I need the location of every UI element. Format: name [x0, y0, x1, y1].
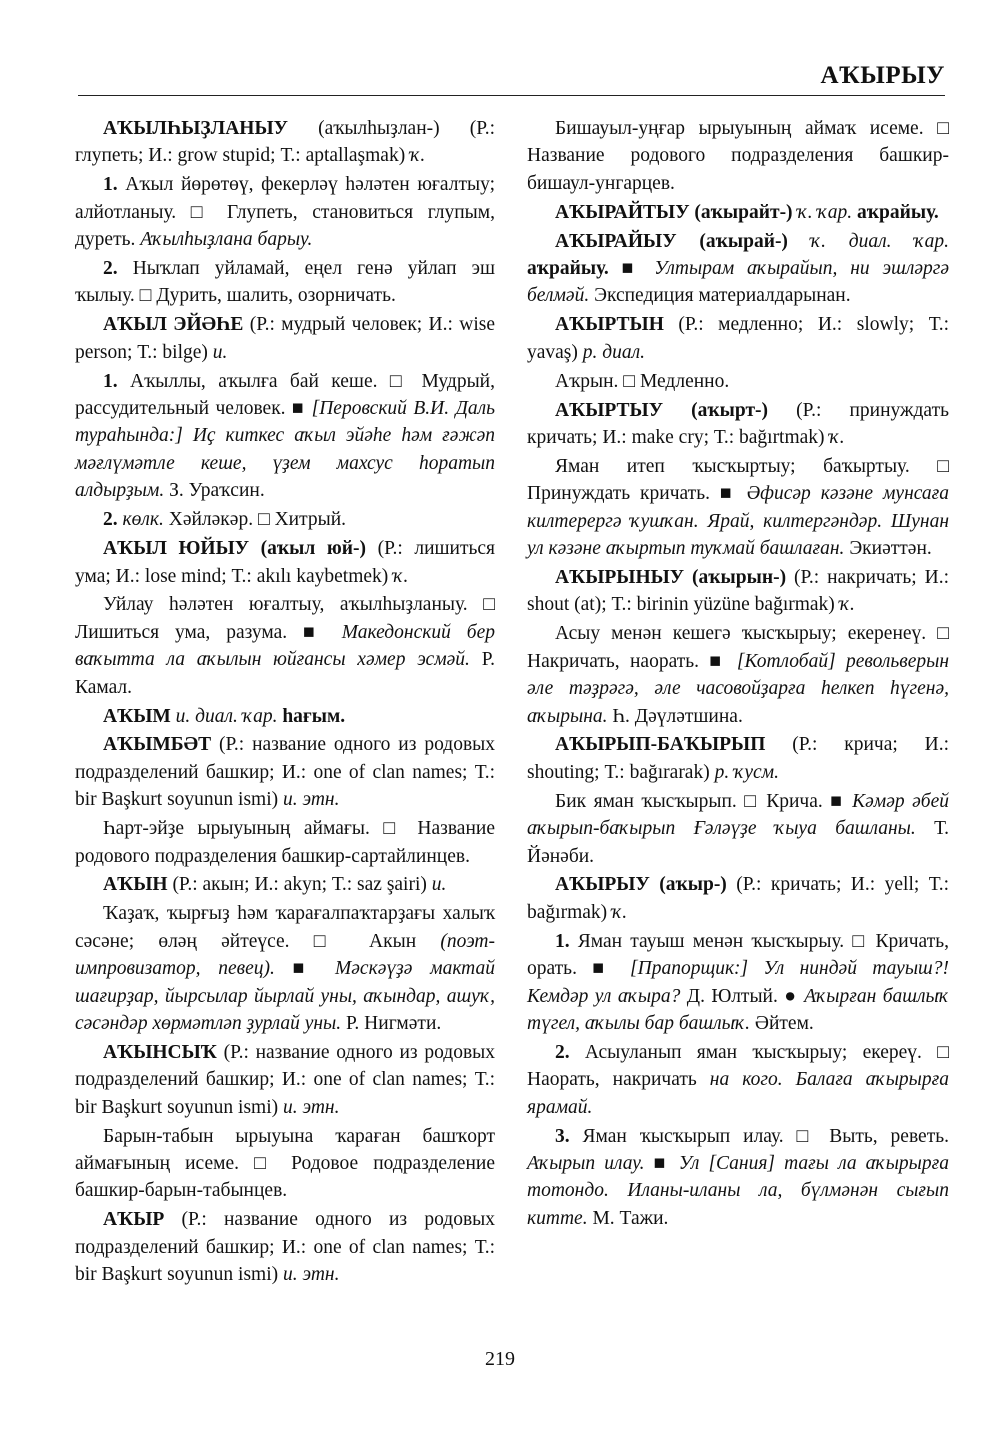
entry-italic-text: и. диал. ҡар. — [175, 705, 278, 727]
entry-headword: 3. — [555, 1125, 570, 1147]
dictionary-entry — [527, 1039, 949, 1121]
dictionary-entry — [527, 397, 949, 452]
dictionary-entry — [75, 1206, 495, 1288]
entry-text: (Р.: крича; И.: shouting; Т.: bağırarak) — [527, 734, 949, 783]
entry-italic-text: р. ҡусм. — [714, 761, 780, 783]
dictionary-entry — [527, 311, 949, 366]
entry-text: Яман ҡысҡырып илау. □ Выть, реветь. — [569, 1125, 949, 1147]
dictionary-entry — [527, 731, 949, 786]
entry-text: (Р.: медленно; И.: slowly; Т.: yavaş) — [527, 314, 949, 363]
entry-text: З. Ураҡсин. — [164, 480, 265, 502]
entry-headword: АҠЫРТЫН — [555, 314, 664, 336]
dictionary-entry — [527, 564, 949, 619]
entry-text: Асыу менән кешегә ҡысҡырыу; екеренеү. □ Накричать, наорать. ■ — [527, 623, 949, 672]
entry-text: Хәйләкәр. □ Хитрый. — [163, 509, 347, 531]
entry-italic-text: Мәскәүҙә мактай шағирҙар, йырсылар йырлай уны, аҡындар, ашуҡ, сәсәндәр хөрмәтләп ҙурлай уны. — [75, 958, 496, 1034]
entry-italic-text: и. — [212, 341, 228, 363]
dictionary-entry — [527, 228, 949, 310]
entry-italic-text: и. этн. — [283, 1096, 340, 1118]
entry-text: Асыуланып яман ҡысҡырыу; екереү. □ Наорать, накричать — [527, 1041, 949, 1091]
entry-headword: АҠЫН — [103, 874, 168, 896]
entry-text: Уйлау һәләтен юғалтыу, аҡылһыҙланыу. □ Лишиться ума, разума. ■ — [75, 594, 495, 643]
entry-text: (Р.: кричать; И.: yell; Т.: bağırmak) — [527, 874, 949, 923]
entry-text — [788, 231, 811, 252]
dictionary-entry — [527, 115, 949, 197]
entry-italic-text: Ул [Сания] тағы ла аҡырырға тотондо. Иланы-иланы ла, бүлмәнән сығып китте. — [527, 1153, 949, 1229]
dictionary-entry — [75, 731, 495, 813]
entry-italic-text: Кәмәр әбей аҡырып-баҡырып Ғәләүҙе ҡыуа башланы. — [527, 790, 949, 840]
dictionary-entry — [527, 620, 949, 730]
dictionary-entry — [75, 1039, 495, 1121]
entry-headword: 1. — [103, 174, 118, 196]
dictionary-entry — [75, 815, 495, 870]
entry-italic-text: р. диал. — [582, 341, 646, 363]
dictionary-entry — [527, 368, 949, 395]
page-number: 219 — [485, 1348, 515, 1370]
entry-text: (Р.: название одного из родовых подразделений башкир; И.: one of clan names; Т.: bir Başkurt soyunun ismi) — [75, 1209, 495, 1286]
dictionary-entry — [75, 703, 495, 730]
entry-headword: 2. — [103, 509, 118, 531]
entry-italic-text: на кого. Балаға аҡырырға ярамай. — [527, 1069, 949, 1118]
entry-italic-text: Ултырам аҡырайып, ни эшләргә белмәй. — [527, 258, 949, 307]
entry-text: Әйтем. — [750, 1013, 814, 1034]
entry-text: Бик яман ҡысҡырып. □ Крича. ■ — [555, 790, 853, 812]
entry-text: Барын-табын ырыуына ҡараған башҡорт аймағының исеме. □ Родовое подразделение башкир-барын-табынцев. — [75, 1125, 495, 1202]
entry-text: Аҡрын. □ Медленно. — [555, 370, 730, 392]
dictionary-entry — [75, 115, 495, 170]
entry-text: Р. Нигмәти. — [341, 1013, 442, 1034]
entry-headword: АҠЫРЫП-БАҠЫРЫП — [555, 734, 766, 756]
entry-text: Ныҡлап уйламай, еңел генә уйлап эш ҡылыу. □ Дурить, шалить, озорничать. — [75, 258, 495, 307]
entry-headword: АҠЫЛҺЫҘЛАНЫУ — [103, 118, 288, 139]
entry-text: Р. Камал. — [75, 649, 495, 698]
entry-headword: АҠЫЛ ЭЙӘҺЕ — [103, 314, 244, 336]
entry-italic-text: Аҡылһыҙлана барыу. — [140, 229, 313, 251]
entry-headword: АҠЫРТЫУ (аҡырт-) — [555, 399, 769, 421]
right-column — [527, 115, 949, 1234]
entry-italic-text: Аҡырған башлыҡ түгел, аҡылы бар башлыҡ. — [527, 985, 950, 1034]
entry-italic-text: ҡ. — [612, 901, 628, 923]
dictionary-entry — [75, 900, 495, 1037]
entry-text: Ҡаҙаҡ, ҡырғыҙ һәм ҡарағалпаҡтарҙағы халыҡ сәсәне; өләң әйтеүсе. □ Акын — [75, 903, 495, 952]
entry-text: Экиәттән. — [844, 538, 932, 560]
entry-italic-text: ҡ. — [410, 145, 426, 167]
dictionary-entry — [75, 171, 495, 253]
dictionary-entry — [527, 1123, 949, 1233]
entry-headword: АҠЫР — [103, 1209, 165, 1231]
entry-text: Яман итеп ҡысҡыртыу; баҡыртыу. □ Принуждать кричать. ■ — [527, 455, 949, 505]
entry-italic-text: көлк. — [122, 509, 164, 531]
entry-headword: аҡрайыу. — [527, 258, 609, 280]
entry-headword: 2. — [103, 258, 118, 280]
entry-headword: АҠЫМБӘТ — [103, 734, 212, 756]
entry-text: (Р.: название одного из родовых подразделений башкир; И.: one of clan names; Т.: bir Başkurt soyunun ismi) — [75, 734, 495, 811]
entry-italic-text: и. — [431, 874, 447, 896]
entry-headword: 1. — [555, 930, 570, 952]
entry-text: Һарт-эйҙе ырыуының аймағы. □ Название родового подразделения башкир-сартайлинцев. — [75, 818, 495, 867]
entry-headword: 1. — [103, 370, 118, 392]
entry-italic-text: [Перовский В.И. Даль тураһында:] Иҫ киткес аҡыл эйәһе һәм ғәжәп мәғлүмәтле кеше, үҙем махсус һоратып алдырҙым. — [75, 398, 495, 502]
entry-italic-text: Македонский бер ваҡытта ла аҡылын юйғансы хәмер эсмәй. — [75, 621, 495, 671]
entry-text: (Р.: принуждать кричать; И.: make cry; Т.: bağırtmak) — [527, 399, 949, 448]
entry-italic-text: ҡ. — [393, 565, 409, 587]
entry-headword: АҠЫРАЙТЫУ (аҡырайт-) — [555, 201, 793, 223]
dictionary-entry — [527, 871, 949, 926]
entry-italic-text: и. этн. — [283, 789, 340, 811]
entry-headword: 2. — [555, 1041, 570, 1063]
entry-italic-text: Әфисәр кәзәне мунсаға килтерергә ҡушҡан. Ярай, килтергәндәр. Шунан ул кәзәне аҡыртып туҡмай башлаған. — [527, 483, 950, 560]
dictionary-entry — [75, 368, 495, 505]
entry-headword: аҡрайыу. — [857, 201, 939, 223]
running-head: АҠЫРЫУ — [820, 62, 945, 89]
dictionary-entry — [527, 453, 949, 563]
entry-headword: АҠЫЛ ЮЙЫУ (аҡыл юй-) — [103, 538, 367, 560]
entry-headword: АҠЫРАЙЫУ (аҡырай-) — [555, 230, 788, 252]
entry-text: ■ — [274, 958, 336, 980]
entry-italic-text: ҡ. диал. ҡар. — [810, 230, 950, 252]
left-column — [75, 115, 495, 1290]
header-rule — [78, 95, 945, 96]
entry-text: (аҡылһыҙлан-) (Р.: глупеть; И.: grow stupid; Т.: aptallaşmak) — [75, 118, 495, 167]
dictionary-entry — [527, 788, 949, 870]
dictionary-entry — [75, 1123, 495, 1205]
entry-text: Экспедиция материалдарынан. — [589, 285, 851, 307]
entry-headword: АҠЫНСЫҠ — [103, 1041, 217, 1063]
entry-text: М. Тажи. — [587, 1207, 669, 1229]
entry-text: Т. Йәнәби. — [527, 818, 949, 867]
entry-text: (Р.: название одного из родовых подразделений башкир; И.: one of clan names; Т.: bir Başkurt soyunun ismi) — [75, 1041, 495, 1118]
entry-text: Һ. Дәүләтшина. — [607, 705, 743, 727]
entry-italic-text: (поэт-импровизатор, певец). — [75, 930, 495, 980]
dictionary-entry — [75, 871, 495, 898]
entry-italic-text: [Прапорщик:] Ул ниндәй тауыш?! Кемдәр ул аҡыра? — [527, 958, 949, 1007]
entry-italic-text: Аҡырып илау. — [527, 1153, 645, 1175]
entry-headword: АҠЫРЫНЫУ (аҡырын-) — [555, 567, 787, 588]
entry-text: (Р.: мудрый человек; И.: wise person; Т.: bilge) — [75, 314, 495, 363]
entry-italic-text: ҡ. — [829, 426, 845, 448]
entry-text: ■ — [608, 258, 655, 280]
dictionary-entry — [75, 255, 495, 310]
entry-text: ■ — [644, 1153, 679, 1175]
dictionary-entry — [527, 928, 949, 1038]
entry-headword: АҠЫРЫУ (аҡыр-) — [555, 874, 727, 896]
dictionary-entry — [75, 506, 495, 533]
entry-headword: АҠЫМ — [103, 705, 171, 727]
dictionary-entry — [75, 535, 495, 590]
entry-text: (Р.: акын; И.: akyn; Т.: saz şairi) — [167, 874, 432, 896]
dictionary-entry — [527, 199, 949, 226]
dictionary-entry — [75, 311, 495, 366]
entry-text: Бишауыл-уңғар ырыуының аймаҡ исеме. □ Название родового подразделения башкир-бишаул-унгарцев. — [527, 118, 949, 194]
dictionary-entry — [75, 591, 495, 701]
entry-text: Яман тауыш менән ҡысҡырыу. □ Кричать, орать. ■ — [527, 930, 949, 980]
entry-text: Аҡыллы, аҡылға бай кеше. □ Мудрый, рассудительный человек. ■ — [75, 370, 495, 420]
entry-italic-text: ҡ. ҡар. — [797, 201, 853, 223]
entry-italic-text: и. этн. — [283, 1264, 340, 1286]
entry-text: (Р.: лишиться ума; И.: lose mind; Т.: akılı kaybetmek) — [75, 538, 495, 587]
entry-italic-text: ҡ. — [839, 594, 855, 616]
entry-text: Д. Юлтый. ● — [680, 985, 805, 1007]
entry-italic-text: [Котлобай] револьверын әле тәҙрәгә, әле часовойҙарға һелкеп һүгенә, аҡырына. — [527, 650, 949, 727]
entry-headword: һағым. — [282, 705, 346, 727]
entry-text: (Р.: накричать; И.: shout (at); Т.: birinin yüzüne bağırmak) — [527, 567, 949, 616]
entry-text: Аҡыл йөрөтөү, фекерләү һәләтен юғалтыу; алйотланыу. □ Глупеть, становиться глупым, дуреть. — [75, 174, 495, 251]
